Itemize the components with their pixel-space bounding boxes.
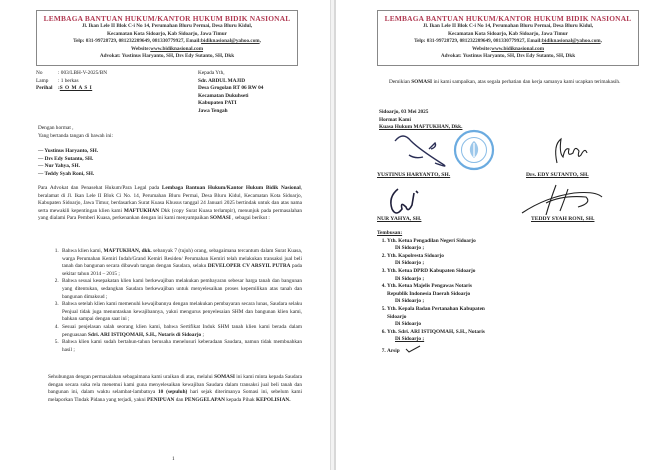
attorney-line: Kuasa Hukum MAFTUKHAN, Dkk.	[379, 124, 463, 131]
cc-line: Yth. Sdri. ARI ISTIQOMAH, S.H., Notaris	[387, 328, 485, 335]
place-date: Sidoarjo, 03 Mei 2025	[379, 109, 429, 115]
recipient-province: Jawa Tengah	[198, 107, 228, 114]
letterhead-website-link[interactable]: www.bidiknasional.com	[491, 45, 545, 52]
letterhead-contact: Telp: 031-99728729, 081232209649, 081330779927, Email:bidiknasional@yahoo.com,	[73, 38, 261, 44]
point-text: pada sekitar tahun 2014 – 2015 ;	[62, 263, 303, 277]
meta-subject-sep: :	[58, 85, 60, 92]
letterhead	[377, 10, 639, 66]
body-paragraph-2	[48, 374, 302, 404]
para2-emph: PENGGELAPAN	[184, 396, 225, 403]
meta-attachment-label: Lamp	[36, 77, 49, 84]
signature-name-3: NUR YAHYA, SH.	[377, 216, 422, 222]
point-emph: Sdri. ARI ISTIQOMAH, S.H., Notaris di Sidoarjo	[88, 331, 202, 338]
cc-line: Yth. Ketua DPRD Kabupaten Sidoarjo	[387, 267, 476, 274]
letterhead-website-label: Website:	[471, 45, 492, 52]
letterhead-website-label: Website:	[130, 45, 151, 52]
point-text: Bahwa klien kami,	[62, 248, 104, 254]
point-emph: MAFTUKHAN, dkk.	[103, 248, 152, 254]
point-item	[60, 248, 302, 278]
cc-sub: Republik Indonesia Daerah Sidoarjo	[387, 290, 471, 297]
page-number: 1	[172, 456, 175, 462]
signatories-list	[38, 148, 238, 178]
letterhead-email[interactable]: bidiknasional@yahoo.com	[542, 38, 601, 44]
greeting-block	[38, 125, 238, 140]
meta-number	[36, 70, 156, 78]
point-item	[60, 278, 302, 301]
para1-org: Lembaga Bantuan Hukum/Kantor Hukum Bidik Nasional	[161, 185, 301, 191]
letterhead-advocates: Advokat: Yustinus Haryanto, SH, Drs Edy Sutanto, SH, Dkk	[99, 53, 235, 59]
cc-sub: Sidoarjo	[387, 313, 407, 320]
signature-name-4: TEDDY SYAH RONI, SH.	[531, 216, 595, 222]
para2-text: hari sejak diterimanya Somasi ini, sebelum kami melaporkan Tindak Pidana yang terjadi, yakni	[48, 389, 302, 403]
letterhead-advocates: Advokat: Yustinus Haryanto, SH, Drs Edy Sutanto, SH, Dkk	[440, 53, 576, 59]
recipient-district: Kecamatan Dukuhseti	[198, 92, 249, 99]
point-text: Bahwa sesuai kesepakatan klien kami berkewajiban melakukan pembayaran sebesar harga tanah dan bangunan yang ditentukan, sedangkan Saudara berkewajiban untuk menyelesaikan proses kepemilikan atas tanah dan bangunan dimaksud ;	[62, 278, 302, 300]
cc-line: Yth. Kepala Badan Pertanahan Kabupaten	[387, 305, 485, 312]
cc-item	[387, 253, 577, 268]
point-item	[60, 339, 302, 354]
cc-section	[377, 230, 577, 356]
signature-edy	[551, 135, 591, 170]
letterhead-address-2: Kecamatan Kota Sidoarjo, Kab Sidoarjo, Jawa Timur	[448, 30, 568, 37]
intro-line: Yang bertanda tangan di bawah ini:	[38, 132, 113, 139]
para1-text: Dkk (copy Surat Kuasa terlampir), menunjuk pada permasalahan yang dialami Para Pemberi Kuasa, perkenankan dengan ini kami menyampaikan	[38, 207, 303, 222]
para2-emph: KEPOLISIAN.	[255, 396, 291, 403]
letterhead-email[interactable]: bidiknasional@yahoo.com	[201, 38, 260, 44]
cc-sub: Di Sidoarjo	[395, 321, 422, 328]
cc-sub: Di Sidoarjo ;	[395, 245, 425, 252]
para2-text: ini kami minta kepada Saudara dengan secara suka rela menemui kami guna menyelesaikan kewajiban Saudara dalam transaksi jual beli tanah dan bangunan ini, dalam waktu selambat-lambatnya	[48, 374, 302, 396]
para2-emph: SOMASI	[214, 374, 235, 380]
letterhead-website-line	[378, 46, 638, 54]
recipient-block	[198, 70, 318, 116]
signature-teddy	[516, 183, 606, 219]
closing-paragraph	[379, 79, 629, 87]
signatory-item: — Teddy Syah Roni, SH.	[38, 170, 95, 177]
cc-line: Arsip	[387, 347, 400, 354]
cc-item	[387, 283, 577, 306]
letterhead-phone: Telp: 031-99728729, 081232209649, 081330779927, Email:	[414, 38, 543, 44]
meta-number-value: : 003/LBH-V-2025/BN	[58, 70, 108, 76]
point-text: Bahwa klien kami sudah bertahun-tahun berusaha menelusuri keberadaan Saudara, namun tidak membuahkan hasil ;	[62, 339, 302, 353]
point-item	[60, 324, 302, 339]
point-text: sebanyak 7 (tujuh) orang, sebagaimana tercantum dalam Surat Kuasa, warga Perumahan Kemiri Indah/Grand Kemiri Residen/ Perumahan Kemiri telah melakukan transaksi jual beli tanah dan bangunan secara dibawah tangan dengan Saudara, selaku	[62, 248, 302, 270]
letter-page-2	[334, 0, 665, 470]
recipient-name: Sdr. ABDUL MAJID	[198, 77, 246, 84]
cc-line: Yth. Ketua Pengadilan Negeri Sidoarjo	[387, 237, 476, 244]
signature-name-1: YUSTINUS HARYANTO, SH.	[377, 172, 451, 178]
point-text: ;	[201, 331, 205, 338]
closing-emph: SOMASI	[411, 79, 433, 85]
para1-text: , beralamat di Jl. Ikan Lele II Blok Ci No. 14, Perumahan Bluru Permai, Desa Bluru Kidul, Kecamatan Kota Sidoarjo, Kabupaten Sidoarjo, Jawa Timur, berdasarkan Surat Kuasa Khusus tanggal 24 Januari 2025 bertindak untuk dan atas nama serta mewakili kepentingan klien kami	[38, 185, 302, 214]
para2-text: Sehubungan dengan permasalahan sebagaimana kami uraikan di atas, melalui	[48, 374, 215, 380]
closing-text: ini kami sampaikan, atas segala perhatian dan kerja samanya kami ucapkan terimakasih.	[432, 79, 621, 85]
closing-text: Demikian	[389, 79, 412, 85]
point-text: Bahwa setelah klien kami memenuhi kewajibannya dengan melakukan pembayaran secara lunas, Saudara selaku Penjual tidak juga menuntaskan kewajibannya, yakni mengurus penyelesaian SHM dan bangunan klien kami, bahkan sampai dengan saat ini ;	[62, 301, 302, 323]
cc-sub: Di Sidoarjo ;	[395, 336, 425, 343]
point-item	[60, 301, 302, 324]
body-paragraph-1	[38, 185, 302, 223]
letterhead-title: LEMBAGA BANTUAN HUKUM/KANTOR HUKUM BIDIK NASIONAL	[384, 14, 632, 23]
recipient-regency: Kabupaten PATI	[198, 100, 237, 107]
letterhead-website-link[interactable]: www.bidiknasional.com	[150, 45, 204, 52]
recipient-salutation: Kepada Yth,	[198, 70, 225, 76]
cc-title: Tembusan:	[377, 230, 403, 236]
letterhead-address-2: Kecamatan Kota Sidoarjo, Kab Sidoarjo, Jawa Timur	[107, 30, 227, 37]
cc-line: Yth. Ketua Majelis Pengawas Notaris	[387, 283, 472, 290]
meta-attachment	[36, 78, 156, 86]
signature-name-2: Drs. EDY SUTANTO, SH.	[526, 172, 589, 178]
cc-item	[387, 268, 577, 283]
point-text: Sesuai penjelasan salah seorang klien kami, bahwa Sertifikat Induk SHM tanah klien kami berada dalam penguasaan	[62, 323, 302, 338]
letterhead-title: LEMBAGA BANTUAN HUKUM/KANTOR HUKUM BIDIK NASIONAL	[43, 14, 291, 23]
cc-line: Yth. Kapolresta Sidoarjo	[387, 252, 444, 259]
letterhead-contact: Telp: 031-99728729, 081232209649, 081330779927, Email:bidiknasional@yahoo.com,	[414, 38, 602, 44]
letter-page-1	[0, 0, 331, 470]
cc-item	[387, 329, 577, 344]
letterhead-address-1: Jl. Ikan Lele II Blok C-i No 14, Perumahan Bluru Permai, Desa Bluru Kidul,	[81, 23, 253, 29]
para1-somasi: SOMASI	[209, 215, 231, 222]
checkmark-icon	[405, 345, 421, 353]
meta-subject-label: Perihal	[36, 85, 53, 92]
cc-item	[387, 238, 577, 253]
para2-text: kepada Pihak	[224, 396, 256, 403]
meta-attachment-value: : 1 berkas	[58, 77, 79, 84]
signature-yustinus	[391, 133, 471, 173]
meta-number-label: No	[36, 70, 43, 76]
signatory-item: — Yustinus Haryanto, SH.	[38, 148, 99, 154]
point-emph: DEVELOPER CV ARSYIL PUTRA	[207, 263, 291, 270]
cc-sub: Di Sidoarjo ;	[395, 298, 425, 305]
cc-sub: Di Sidoarjo ;	[395, 260, 425, 267]
para1-client: MAFTUKHAN	[123, 207, 160, 214]
para1-text: Para Advokat dan Penasehat Hukum/Para Legal pada	[38, 185, 162, 191]
signatory-item: — Drs Edy Sutanto, SH.	[38, 155, 94, 162]
para2-emph: PENIPUAN	[147, 396, 175, 403]
meta-subject-value: S O M A S I	[59, 85, 93, 92]
cc-item	[387, 306, 577, 329]
regards: Hormat Kami	[379, 116, 411, 123]
para2-emph: 10 (sepuluh)	[158, 389, 188, 396]
cc-sub: Di Sidoarjo ;	[395, 275, 425, 282]
recipient-village: Desa Grogolan RT 06 RW 04	[198, 85, 264, 92]
greeting: Dengan hormat ,	[38, 125, 74, 131]
letterhead-address-1: Jl. Ikan Lele II Blok C-i No 14, Perumahan Bluru Permai, Desa Bluru Kidul,	[422, 23, 594, 29]
cc-list	[377, 238, 577, 356]
letter-meta	[36, 70, 156, 93]
meta-subject	[36, 85, 156, 93]
para1-text: , sebagai berikut :	[230, 215, 270, 222]
cc-item	[387, 344, 577, 356]
letterhead-phone: Telp: 031-99728729, 081232209649, 081330779927, Email:	[73, 38, 202, 44]
letterhead-website-line	[37, 46, 297, 54]
letterhead	[36, 10, 298, 66]
signatory-item: — Nur Yahya, SH.	[38, 163, 80, 170]
para2-text: dan	[174, 396, 185, 403]
signature-nur-yahya	[384, 187, 424, 219]
points-list	[46, 248, 302, 354]
